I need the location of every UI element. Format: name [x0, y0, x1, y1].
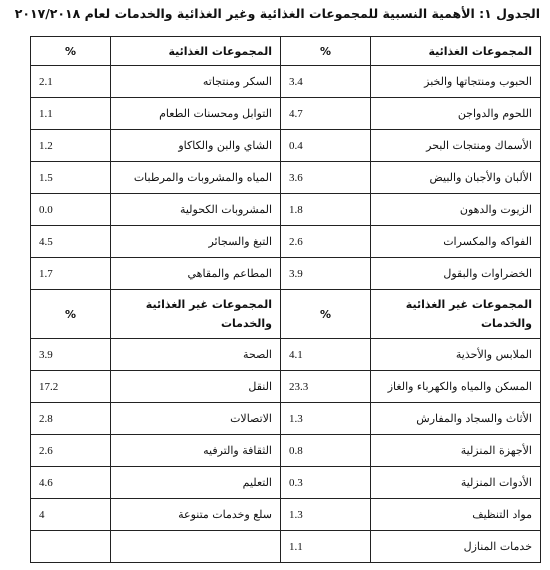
group-name-cell: سلع وخدمات متنوعة	[111, 499, 281, 531]
weight-percent-cell: 0.8	[281, 435, 371, 467]
group-name-cell	[111, 531, 281, 563]
weight-percent-cell: 1.1	[281, 531, 371, 563]
table-row	[31, 339, 541, 371]
weight-percent-cell: 2.1	[31, 66, 111, 98]
group-name-cell: مواد التنظيف	[371, 499, 541, 531]
weight-percent-cell: 1.3	[281, 499, 371, 531]
weight-percent-cell: 4.5	[31, 226, 111, 258]
table-row	[31, 371, 541, 403]
group-name-cell: التوابل ومحسنات الطعام	[111, 98, 281, 130]
group-name-cell: الثقافة والترفيه	[111, 435, 281, 467]
table-title: الجدول ١: الأهمية النسبية للمجموعات الغذائية وغير الغذائية والخدمات لعام ٢٠١٧/٢٠١٨	[14, 6, 540, 21]
table-row	[31, 98, 541, 130]
group-name-cell: الألبان والأجبان والبيض	[371, 162, 541, 194]
group-name-cell: الاتصالات	[111, 403, 281, 435]
weight-percent-cell	[31, 531, 111, 563]
weight-percent-cell: 1.7	[31, 258, 111, 290]
group-name-cell: اللحوم والدواجن	[371, 98, 541, 130]
weight-percent-cell: 2.8	[31, 403, 111, 435]
group-name-cell: المجموعات غير الغذائية والخدمات	[111, 290, 281, 339]
table-row	[31, 403, 541, 435]
group-name-cell: الأثاث والسجاد والمفارش	[371, 403, 541, 435]
weight-percent-cell: 4.1	[281, 339, 371, 371]
weight-percent-cell: 0.0	[31, 194, 111, 226]
table-body	[31, 37, 541, 563]
table-row	[31, 194, 541, 226]
group-name-cell: المطاعم والمقاهي	[111, 258, 281, 290]
weight-percent-cell: %	[31, 290, 111, 339]
group-name-cell: الملابس والأحذية	[371, 339, 541, 371]
group-name-cell: الأدوات المنزلية	[371, 467, 541, 499]
group-name-cell: السكر ومنتجاته	[111, 66, 281, 98]
table-row	[31, 499, 541, 531]
group-name-cell: التعليم	[111, 467, 281, 499]
weight-percent-cell: 2.6	[281, 226, 371, 258]
weight-percent-cell: 4.6	[31, 467, 111, 499]
group-name-cell: الخضراوات والبقول	[371, 258, 541, 290]
group-name-cell: المياه والمشروبات والمرطبات	[111, 162, 281, 194]
table-row	[31, 66, 541, 98]
group-name-cell: المشروبات الكحولية	[111, 194, 281, 226]
food-header-row	[31, 37, 541, 66]
weight-percent-cell: 3.4	[281, 66, 371, 98]
table-row	[31, 435, 541, 467]
weight-percent-cell: 2.6	[31, 435, 111, 467]
group-name-cell: التبغ والسجائر	[111, 226, 281, 258]
group-name-cell: خدمات المنازل	[371, 531, 541, 563]
weight-percent-cell: 3.9	[31, 339, 111, 371]
table-row	[31, 130, 541, 162]
nonfood-header-row	[31, 290, 541, 339]
weight-percent-cell: 1.5	[31, 162, 111, 194]
weights-table	[30, 36, 541, 563]
group-name-cell: المجموعات الغذائية	[111, 37, 281, 66]
table-row	[31, 162, 541, 194]
table-row	[31, 226, 541, 258]
table-row	[31, 531, 541, 563]
weight-percent-cell: 1.3	[281, 403, 371, 435]
group-name-cell: الفواكه والمكسرات	[371, 226, 541, 258]
weight-percent-cell: 3.9	[281, 258, 371, 290]
group-name-cell: الشاي والبن والكاكاو	[111, 130, 281, 162]
table-row	[31, 258, 541, 290]
group-name-cell: المجموعات الغذائية	[371, 37, 541, 66]
group-name-cell: الصحة	[111, 339, 281, 371]
table-row	[31, 467, 541, 499]
group-name-cell: النقل	[111, 371, 281, 403]
weight-percent-cell: %	[31, 37, 111, 66]
weight-percent-cell: 1.2	[31, 130, 111, 162]
group-name-cell: الزيوت والدهون	[371, 194, 541, 226]
weight-percent-cell: %	[281, 37, 371, 66]
weight-percent-cell: 0.3	[281, 467, 371, 499]
weight-percent-cell: 23.3	[281, 371, 371, 403]
weight-percent-cell: 0.4	[281, 130, 371, 162]
weight-percent-cell: 1.1	[31, 98, 111, 130]
weight-percent-cell: 4	[31, 499, 111, 531]
weight-percent-cell: 1.8	[281, 194, 371, 226]
weight-percent-cell: 3.6	[281, 162, 371, 194]
group-name-cell: المسكن والمياه والكهرباء والغاز	[371, 371, 541, 403]
weight-percent-cell: 4.7	[281, 98, 371, 130]
group-name-cell: الأسماك ومنتجات البحر	[371, 130, 541, 162]
weight-percent-cell: 17.2	[31, 371, 111, 403]
group-name-cell: المجموعات غير الغذائية والخدمات	[371, 290, 541, 339]
weight-percent-cell: %	[281, 290, 371, 339]
group-name-cell: الأجهزة المنزلية	[371, 435, 541, 467]
group-name-cell: الحبوب ومنتجاتها والخبز	[371, 66, 541, 98]
